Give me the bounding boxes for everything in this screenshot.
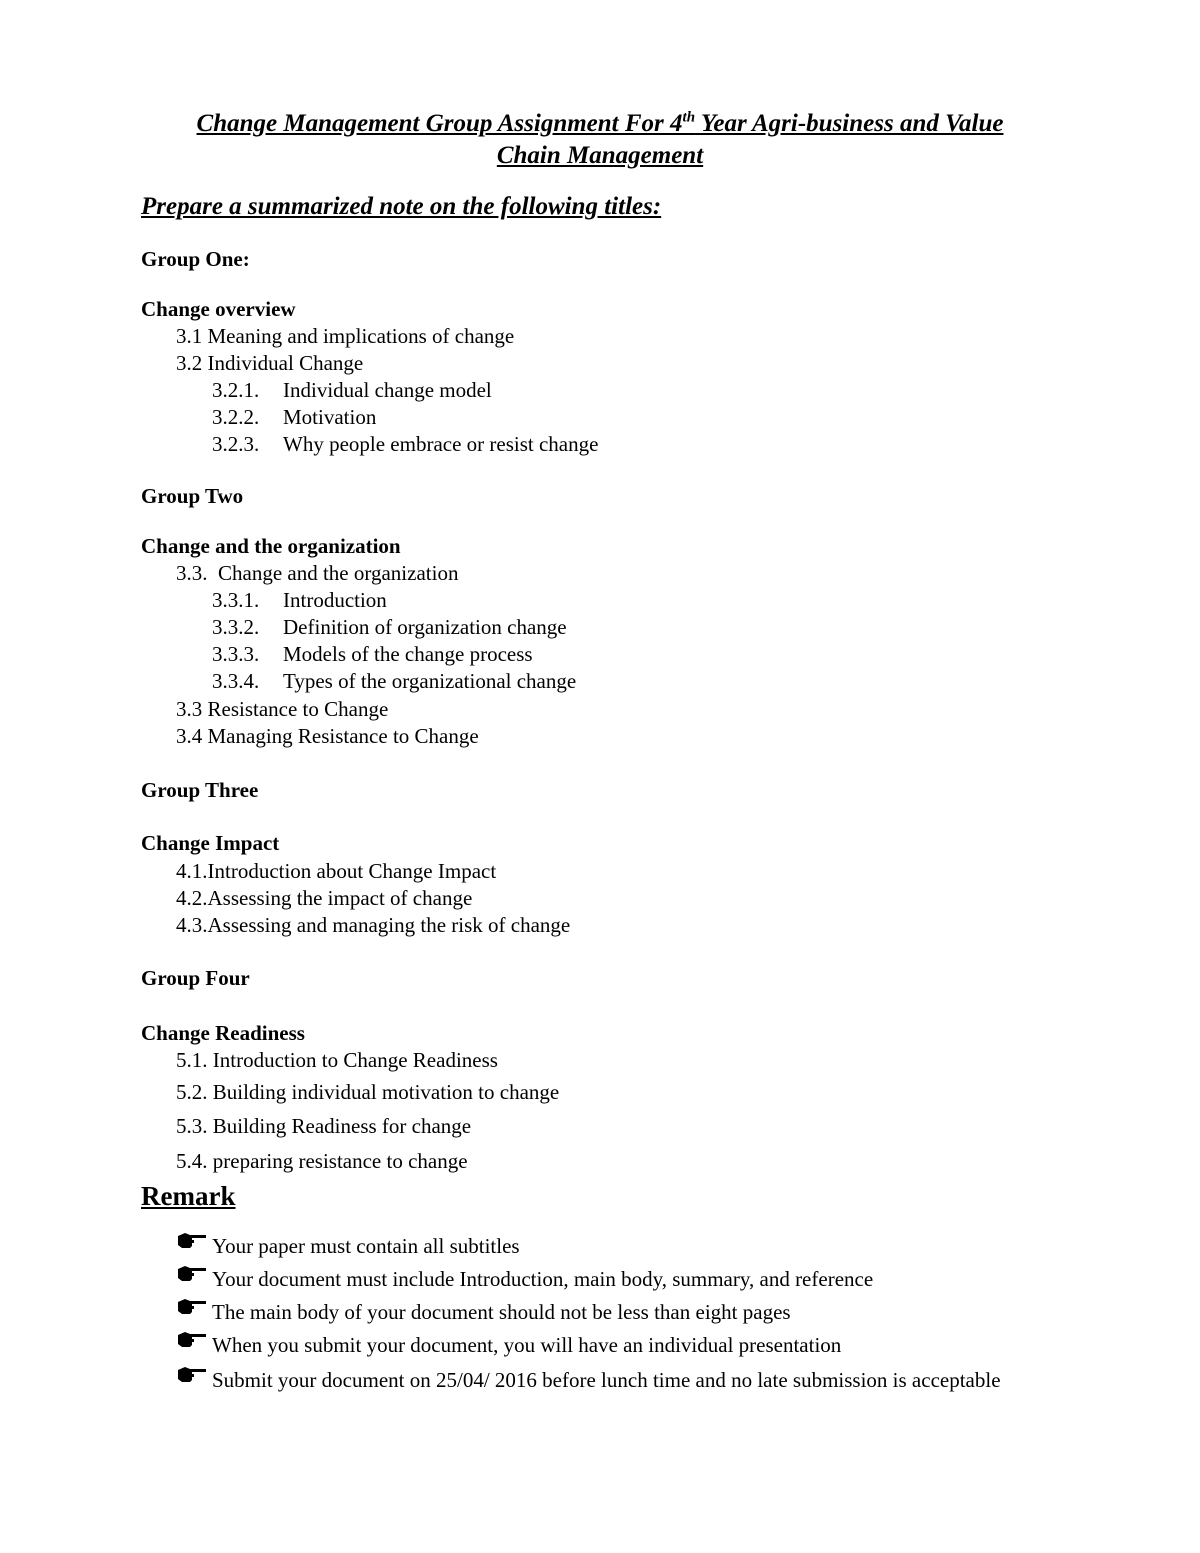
subitem-number: 3.3.1. bbox=[212, 588, 260, 612]
title-line1-pre: Change Management Group Assignment For 4 bbox=[196, 110, 683, 137]
pointing-hand-icon bbox=[176, 1262, 208, 1284]
group-two-subitem bbox=[212, 614, 567, 640]
group-four-item: 5.2. Building individual motivation to change bbox=[176, 1080, 560, 1104]
remark-bullet bbox=[176, 1232, 1016, 1260]
group-four-item: 5.1. Introduction to Change Readiness bbox=[176, 1048, 498, 1072]
group-one-item: 3.2 Individual Change bbox=[176, 351, 364, 375]
group-two-subitem bbox=[212, 641, 533, 667]
subitem-number: 3.3.2. bbox=[212, 615, 260, 639]
subitem-text: Motivation bbox=[283, 405, 377, 429]
group-two-heading: Group Two bbox=[141, 484, 244, 508]
group-one-subitem bbox=[212, 404, 376, 430]
remark-bullet-text: Your document must include Introduction, main body, summary, and reference bbox=[212, 1267, 874, 1291]
group-three-topic: Change Impact bbox=[141, 831, 280, 855]
pointing-hand-icon bbox=[176, 1363, 208, 1385]
remark-bullet-text: Your paper must contain all subtitles bbox=[212, 1234, 520, 1258]
subitem-text: Individual change model bbox=[283, 378, 492, 402]
remark-bullet-text: Submit your document on 25/04/ 2016 before lunch time and no late submission is acceptable bbox=[212, 1368, 1001, 1392]
group-two-subitem bbox=[212, 668, 576, 694]
remark-bullet bbox=[176, 1366, 1016, 1394]
subitem-number: 3.2.1. bbox=[212, 378, 260, 402]
group-three-item: 4.1.Introduction about Change Impact bbox=[176, 859, 497, 883]
group-one-subitem bbox=[212, 431, 598, 457]
pointing-hand-icon bbox=[176, 1328, 208, 1350]
group-two-subitem bbox=[212, 587, 387, 613]
group-three-heading: Group Three bbox=[141, 778, 259, 802]
pointing-hand-icon bbox=[176, 1295, 208, 1317]
subitem-text: Why people embrace or resist change bbox=[283, 432, 599, 456]
remark-bullet bbox=[176, 1265, 1016, 1293]
group-four-item: 5.3. Building Readiness for change bbox=[176, 1114, 472, 1138]
group-one-item: 3.1 Meaning and implications of change bbox=[176, 324, 515, 348]
group-one-heading: Group One: bbox=[141, 247, 250, 271]
group-two-item: 3.4 Managing Resistance to Change bbox=[176, 724, 479, 748]
group-one-subitem bbox=[212, 377, 492, 403]
group-three-item: 4.2.Assessing the impact of change bbox=[176, 886, 473, 910]
pointing-hand-icon bbox=[176, 1229, 208, 1251]
group-one-topic: Change overview bbox=[141, 297, 296, 321]
title-line1-post: Year Agri-business and Value bbox=[695, 110, 1004, 137]
subitem-text: Introduction bbox=[283, 588, 387, 612]
subitem-text: Definition of organization change bbox=[283, 615, 567, 639]
document-title bbox=[100, 108, 1100, 172]
subitem-text: Types of the organizational change bbox=[283, 669, 577, 693]
remark-bullet bbox=[176, 1331, 1016, 1359]
subitem-number: 3.3.3. bbox=[212, 642, 260, 666]
subitem-number: 3.2.3. bbox=[212, 432, 260, 456]
group-three-item: 4.3.Assessing and managing the risk of change bbox=[176, 913, 571, 937]
group-four-item: 5.4. preparing resistance to change bbox=[176, 1149, 468, 1173]
remark-heading: Remark bbox=[141, 1181, 236, 1211]
group-two-item: 3.3 Resistance to Change bbox=[176, 697, 389, 721]
title-line1-sup: th bbox=[682, 109, 696, 126]
subitem-text: Models of the change process bbox=[283, 642, 533, 666]
group-two-topic: Change and the organization bbox=[141, 534, 401, 558]
instruction-subtitle: Prepare a summarized note on the following titles: bbox=[141, 193, 662, 220]
remark-bullet-text: When you submit your document, you will have an individual presentation bbox=[212, 1333, 842, 1357]
group-two-item: 3.3. Change and the organization bbox=[176, 561, 459, 585]
title-line2: Chain Management bbox=[496, 142, 704, 169]
group-four-topic: Change Readiness bbox=[141, 1021, 305, 1045]
group-four-heading: Group Four bbox=[141, 966, 250, 990]
subitem-number: 3.3.4. bbox=[212, 669, 260, 693]
remark-bullet bbox=[176, 1298, 1016, 1326]
subitem-number: 3.2.2. bbox=[212, 405, 260, 429]
remark-bullet-text: The main body of your document should not be less than eight pages bbox=[212, 1300, 791, 1324]
